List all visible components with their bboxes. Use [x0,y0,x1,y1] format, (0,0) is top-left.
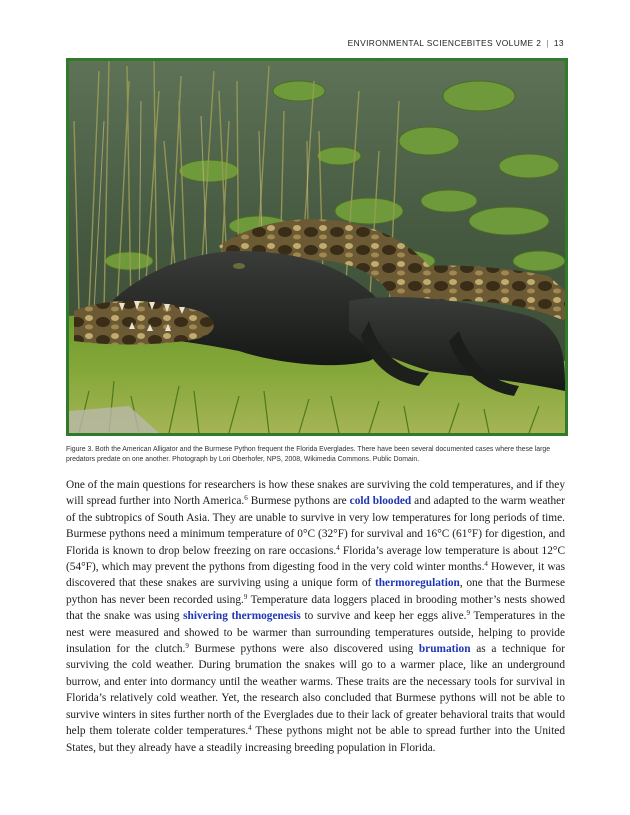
reference-9: 9 [243,592,248,601]
body-sentence: to survive and keep her eggs alive. [300,610,467,623]
page-number: 13 [553,38,564,48]
running-header [348,38,564,48]
term-shivering-thermogenesis[interactable]: shivering thermogenesis [183,610,301,623]
body-paragraph [66,477,565,756]
body-sentence: These pythons might not be able to spread further into the United States, but they already have a steadily increasing breeding population in Florida. [66,725,566,754]
journal-title: ENVIRONMENTAL SCIENCEBITES VOLUME 2 [347,38,542,48]
body-sentence: Temperature data loggers placed in brooding mother’s nests showed that the snake was using [66,593,565,623]
article-body [66,477,565,756]
reference-9: 9 [185,642,189,651]
body-sentence: Temperatures in the nest were measured and showed to be warmer than surrounding temperatures outside, helping to provide insulation for the clutch. [66,610,565,656]
body-sentence: However, it was discovered that these snakes are surviving using a unique form of [66,561,565,590]
reference-4: 4 [336,543,340,552]
reference-4: 4 [248,724,252,733]
body-sentence: Florida’s average low temperature is about 12°C (54°F), which may prevent the pythons from digesting food in the very cold winter months. [66,544,566,574]
figure-photo [66,58,568,436]
body-sentence: Burmese pythons were also discovered using [188,643,419,656]
term-thermoregulation[interactable]: thermoregulation [374,577,460,590]
header-separator: | [546,38,549,48]
alligator-python-photo [69,61,565,433]
reference-6: 6 [244,494,248,503]
body-sentence: and adapted to the warm weather of the subtropics of South Asia. They are unable to survive in very low temperatures for long periods of time. Burmese pythons need a minimum temperature of 0°C (32°F) for survival and 16°C (61°F) for digestion, and Florida is known to drop below freezing on rare occasions. [66,495,565,557]
reference-9: 9 [466,609,471,618]
body-sentence: Burmese pythons are [247,495,350,508]
reference-4: 4 [484,560,488,569]
term-brumation[interactable]: brumation [418,643,471,656]
figure-caption: Figure 3. Both the American Alligator and the Burmese Python frequent the Florida Everglades. There have been several documented cases where these large predators predate on one another. Photograph by Lori Oberhofer, NPS, 2008, Wikimedia Commons. Public Domain. [66,446,551,463]
body-sentence: , one that the Burmese python has never been recorded using. [66,577,565,606]
body-sentence: One of the main questions for researchers is how these snakes are surviving the cold temperatures, and if they will spread further into North America. [66,479,565,508]
body-sentence: as a technique for surviving the cold weather. During brumation the snakes will go to a warmer place, like an underground burrow, and enter into dormancy until the weather warms. These traits are the necessary tools for survival in Florida’s relatively cold weather. Yet, the research also concluded that Burmese pythons will not be able to survive winters in sites further north of the Everglades due to their lack of greater behavioral traits that would help them tolerate colder temperatures. [66,643,566,738]
term-cold-blooded[interactable]: cold blooded [349,495,412,508]
